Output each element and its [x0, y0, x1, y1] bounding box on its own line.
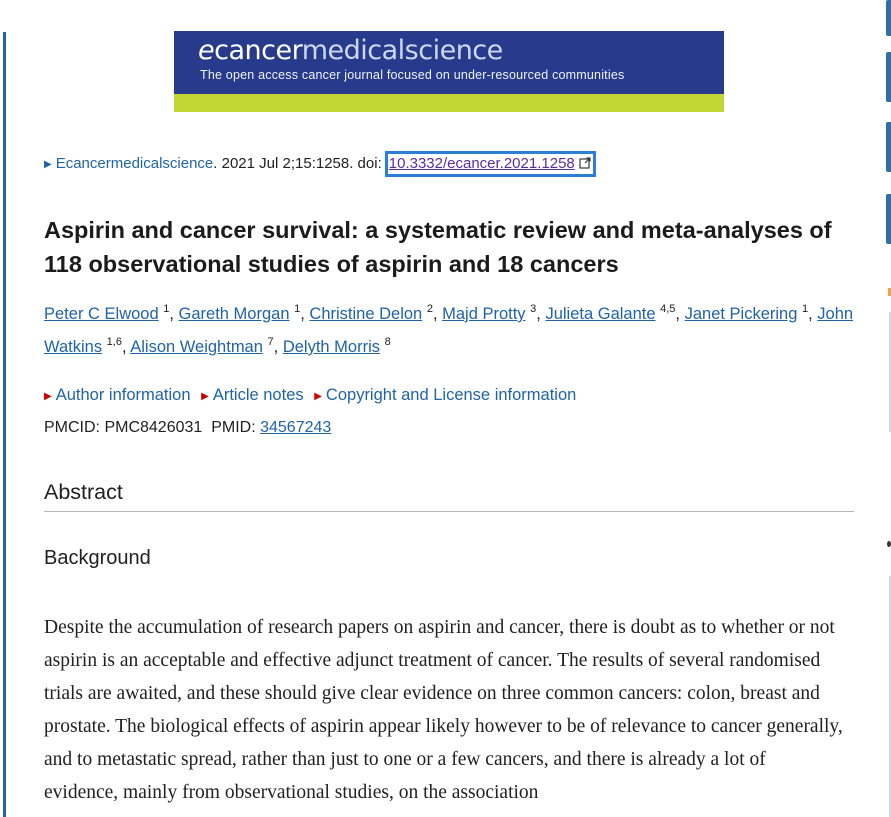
article-notes-toggle[interactable]: ▶ Article notes — [201, 386, 304, 404]
background-paragraph: Despite the accumulation of research papers on aspirin and cancer, there is doubt as to whether or not aspirin is an acceptable and effective adjunct treatment of cancer. The results of several randomised trials are awaited, and these should give clear evidence on three common cancers: colon, breast and prostate. The biological effects of aspirin appear likely however to be of relevance to cancer generally, and to metastatic spread, rather than just to one or a few cancers, and there is already a lot of evidence, mainly from observational studies, on the association — [44, 617, 843, 803]
journal-banner[interactable] — [174, 31, 724, 112]
sidebar-tab[interactable] — [886, 0, 891, 36]
background-heading: Background — [44, 547, 151, 569]
article-title: Aspirin and cancer survival: a systematic review and meta-analyses of 118 observational studies of aspirin and 18 cancers — [44, 217, 832, 277]
pmid-link[interactable]: 34567243 — [260, 419, 332, 436]
author-affiliation[interactable]: 2 — [426, 303, 433, 315]
abstract-heading: Abstract — [44, 480, 123, 504]
triangle-right-icon: ▶ — [201, 391, 209, 402]
external-link-icon — [579, 157, 591, 169]
author-information-toggle[interactable]: ▶ Author information — [44, 386, 191, 404]
sidebar-tab[interactable] — [886, 122, 891, 172]
sidebar-tab[interactable] — [886, 194, 891, 244]
author-link[interactable]: Christine Delon — [309, 305, 423, 323]
sidebar-dot — [887, 541, 891, 547]
pmid-label: PMID: — [211, 419, 256, 436]
triangle-right-icon: ▶ — [314, 391, 322, 402]
doi-link[interactable]: 10.3332/ecancer.2021.1258 — [385, 151, 596, 177]
author-link[interactable]: Julieta Galante — [545, 305, 656, 323]
author-affiliation[interactable]: 1 — [802, 303, 809, 315]
author-list: Peter C Elwood $^1$, Gareth Morgan $^1$, Christine Delon $^2$, Majd Protty $^3$, Julieta Galante $^{4,5}$, Janet Pickering $^1$, John Watkins $^{1,6}$, Alison Weightman $^7$, Delyth Morris $^8$ — [44, 303, 854, 356]
article-info-toggles — [44, 383, 582, 410]
author-affiliation[interactable]: 1,6 — [106, 336, 122, 348]
article-ids — [44, 416, 331, 440]
journal-logo-subtitle: The open access cancer journal focused on under-resourced communities — [200, 68, 625, 82]
author-affiliation[interactable]: 4,5 — [660, 303, 676, 315]
author-affiliation[interactable]: 1 — [163, 303, 170, 315]
journal-logo-title: ecancermedicalscience — [198, 35, 503, 66]
pmcid-value: PMC8426031 — [104, 419, 203, 436]
pmcid-label: PMCID: — [44, 419, 100, 436]
author-affiliation[interactable]: 3 — [530, 303, 537, 315]
right-sidebar-edge — [885, 0, 891, 817]
sidebar-tab[interactable] — [886, 52, 891, 102]
copyright-toggle[interactable]: ▶ Copyright and License information — [314, 386, 577, 404]
section-divider — [44, 511, 854, 512]
author-link[interactable]: John Watkins — [44, 305, 854, 356]
author-affiliation[interactable]: 1 — [294, 303, 301, 315]
triangle-right-icon: ▶ — [44, 391, 52, 402]
banner-stripe — [174, 94, 724, 112]
author-affiliation[interactable]: 8 — [384, 336, 391, 348]
author-link[interactable]: Majd Protty — [442, 305, 526, 323]
triangle-right-icon: ▶ — [44, 159, 52, 170]
journal-link[interactable]: Ecancermedicalscience — [55, 155, 214, 172]
author-link[interactable]: Delyth Morris — [282, 338, 380, 356]
author-link[interactable]: Gareth Morgan — [178, 305, 290, 323]
left-border-rule — [3, 32, 6, 817]
author-link[interactable]: Peter C Elwood — [44, 305, 159, 323]
author-link[interactable]: Alison Weightman — [130, 338, 263, 356]
author-link[interactable]: Janet Pickering — [684, 305, 798, 323]
citation-date: . 2021 Jul 2;15:1258. doi: — [213, 155, 382, 172]
author-affiliation[interactable]: 7 — [267, 336, 274, 348]
citation-line — [44, 151, 596, 177]
